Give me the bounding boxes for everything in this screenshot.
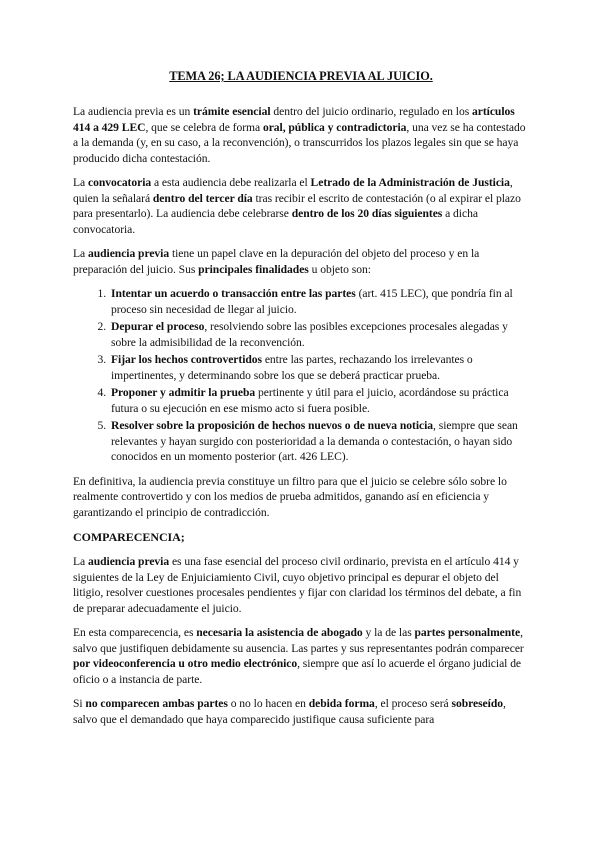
list-item: 1. Intentar un acuerdo o transacción entre las partes (art. 415 LEC), que pondría fin al proceso sin necesidad de llegar al juicio. (109, 286, 529, 317)
section-heading-comparecencia: COMPARECENCIA; (73, 530, 185, 544)
paragraph-incomparecencia: Si no comparecen ambas partes o no lo hacen en debida forma, el proceso será sobreseído, salvo que el demandado que haya comparecido justifique causa suficiente para (73, 697, 506, 726)
document-page (73, 68, 529, 736)
list-item: 3. Fijar los hechos controvertidos entre las partes, rechazando los irrelevantes o impertinentes, y determinando sobre los que se deberá practicar prueba. (109, 352, 529, 383)
paragraph-comparecencia-intro: La audiencia previa es una fase esencial del proceso civil ordinario, prevista en el artículo 414 y siguientes de la Ley de Enjuiciamiento Civil, cuyo objetivo principal es depurar el objeto del litigio, resolver cuestiones procesales pendientes y fijar con claridad los términos del debate, a fin de preparar adecuadamente el juicio. (73, 555, 522, 615)
list-item: 2. Depurar el proceso, resolviendo sobre las posibles excepciones procesales alegadas y sobre la admisibilidad de la reconvención. (109, 319, 529, 350)
page-title: TEMA 26; LA AUDIENCIA PREVIA AL JUICIO. (169, 69, 433, 83)
paragraph-conclusion: En definitiva, la audiencia previa constituye un filtro para que el juicio se celebre sólo sobre lo realmente controvertido y con los medios de prueba admitidos, ganando así en eficiencia y garantizando el principio de contradicción. (73, 474, 507, 519)
paragraph-intro: La audiencia previa es un trámite esencial dentro del juicio ordinario, regulado en los artículos 414 a 429 LEC, que se celebra de forma oral, pública y contradictoria, una vez se ha contestado a la demanda (y, en su caso, a la reconvención), o transcurridos los plazos legales sin que se haya producido dicha contestación. (73, 105, 526, 165)
list-item: 4. Proponer y admitir la prueba pertinente y útil para el juicio, acordándose su práctica futura o su ejecución en ese mismo acto si fuera posible. (109, 385, 529, 416)
paragraph-convocatoria: La convocatoria a esta audiencia debe realizarla el Letrado de la Administración de Justicia, quien la señalará dentro del tercer día tras recibir el escrito de contestación (o al expirar el plazo para presentarlo). La audiencia debe celebrarse dentro de los 20 días siguientes a dicha convocatoria. (73, 176, 521, 236)
paragraph-asistencia: En esta comparecencia, es necesaria la asistencia de abogado y la de las partes personalmente, salvo que justifiquen debidamente su ausencia. Las partes y sus representantes podrán comparecer por videoconferencia u otro medio electrónico, siempre que así lo acuerde el órgano judicial de oficio o a instancia de parte. (73, 626, 524, 686)
list-item: 5. Resolver sobre la proposición de hechos nuevos o de nueva noticia, siempre que sean relevantes y hayan surgido con posterioridad a la demanda o contestación, o hayan sido conocidos en un momento posterior (art. 426 LEC). (109, 418, 529, 465)
paragraph-finalidades: La audiencia previa tiene un papel clave en la depuración del objeto del proceso y en la preparación del juicio. Sus principales finalidades u objeto son: (73, 247, 480, 276)
finalidades-list (73, 286, 529, 465)
